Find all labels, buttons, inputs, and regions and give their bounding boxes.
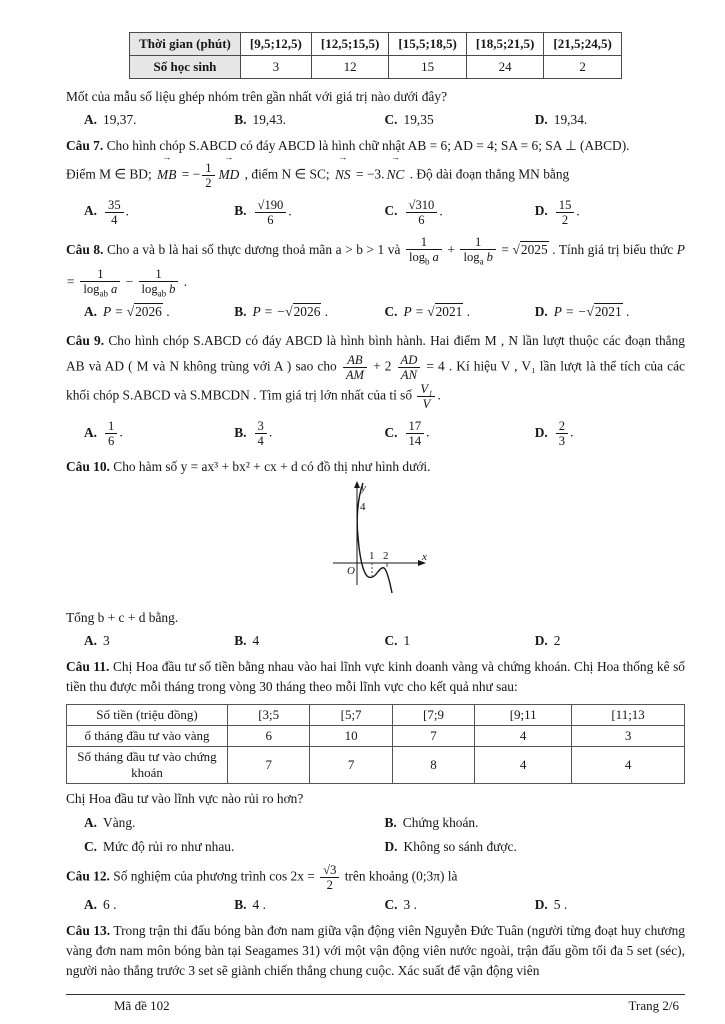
option-letter: D. xyxy=(384,838,398,854)
q6-stem: Mốt của mẫu số liệu ghép nhóm trên gần nhất với giá trị nào dưới đây? xyxy=(66,88,448,104)
option-letter: D. xyxy=(534,203,548,219)
radicand: 3 xyxy=(330,862,337,877)
cubic-graph-svg xyxy=(315,479,437,601)
table-cell: 7 xyxy=(392,725,474,746)
question-label: Câu 10. xyxy=(66,458,110,474)
option-b xyxy=(234,198,384,227)
x-tick-2: 2 xyxy=(382,550,388,563)
fraction xyxy=(80,267,120,299)
q7-stem-line2 xyxy=(66,151,685,190)
option-letter: C. xyxy=(384,633,398,649)
page-number: Trang 2/6 xyxy=(628,998,679,1013)
option-a xyxy=(84,631,234,651)
option-value: . xyxy=(622,304,630,320)
table-cell: 8 xyxy=(392,746,474,783)
option-letter: B. xyxy=(384,814,397,830)
question-text: Trong trận thi đấu bóng bàn đơn nam giữa vận động viên Nguyễn Đức Tuân (người từng đoạt huy chương vàng đơn nam môn bóng bàn tại Seagames 31) với một vận động viên nước ngoài, trận đấu gồm tối đa 5 set (séc), người nào thắng trước 3 set sẽ giành chiến thắng chung cuộc. Xác suất để vận động viên xyxy=(66,922,685,979)
option-letter: C. xyxy=(384,304,398,320)
fraction-numerator: 1 xyxy=(80,267,120,282)
q10-question: Tổng b + c + d bằng. xyxy=(66,609,179,625)
table-row-label: ố tháng đầu tư vào vàng xyxy=(67,725,228,746)
table-cell: [18,5;21,5) xyxy=(466,33,544,56)
fraction-denominator xyxy=(139,282,179,299)
vector-md: → MD xyxy=(218,151,240,182)
radical-expression xyxy=(513,241,549,257)
question-text: = 4 . Kí hiệu V , V₁ lần lượt là thể tích của các khối chóp S.ABCD và S.MBCDN . Tìm giá trị lớn nhất của tỉ số xyxy=(66,358,685,404)
fraction xyxy=(320,863,339,892)
radical-expression xyxy=(427,303,463,319)
option-value: Không so sánh được. xyxy=(403,838,517,854)
y-tick-4: 4 xyxy=(359,501,365,514)
option-value: 19,37. xyxy=(103,112,137,128)
option-value: 4 xyxy=(252,633,260,649)
table-cell: [9,5;12,5) xyxy=(240,33,311,56)
radicand: 2021 xyxy=(594,304,622,320)
fraction-denominator xyxy=(80,282,120,299)
q7-options xyxy=(66,198,685,227)
table-row xyxy=(130,56,622,79)
option-b xyxy=(234,631,384,651)
option-c xyxy=(385,895,535,915)
option-letter: B. xyxy=(234,424,247,440)
option-letter: A. xyxy=(84,203,98,219)
fraction-denominator: 3 xyxy=(558,434,566,449)
radicand: 2026 xyxy=(135,304,162,320)
fraction-numerator xyxy=(255,198,287,213)
question-text: . Độ dài đoạn thẳng MN bằng xyxy=(406,166,570,182)
option-value: 5 . xyxy=(553,897,568,913)
vector-mb: → MB xyxy=(157,151,177,182)
question-label: Câu 9. xyxy=(66,332,105,348)
radicand: 310 xyxy=(415,197,435,212)
option-letter: C. xyxy=(384,897,398,913)
table-cell: 4 xyxy=(475,725,572,746)
fraction xyxy=(202,161,214,190)
log-fn: log xyxy=(83,281,100,296)
log-subscript: ab xyxy=(157,288,167,299)
radical-icon: √ xyxy=(512,242,520,258)
table-cell: 3 xyxy=(572,725,685,746)
fraction-numerator: 17 xyxy=(406,419,425,434)
option-value: 1 xyxy=(403,633,411,649)
option-b xyxy=(234,110,384,130)
q13-stem xyxy=(66,921,685,981)
option-a xyxy=(84,419,234,448)
option-d xyxy=(535,631,685,651)
fraction-numerator: 1 xyxy=(406,235,442,250)
option-value: . xyxy=(268,424,273,440)
page-footer xyxy=(66,994,685,1024)
frequency-table xyxy=(129,32,622,79)
fraction xyxy=(406,235,442,267)
option-letter: A. xyxy=(84,814,98,830)
option-b xyxy=(234,419,384,448)
question-label: Câu 8. xyxy=(66,242,104,258)
option-value: 19,43. xyxy=(252,112,287,128)
option-value: 2 xyxy=(553,633,561,649)
option-value: 3 xyxy=(103,633,110,649)
question-label: Câu 12. xyxy=(66,868,110,884)
log-subscript: b xyxy=(425,256,430,267)
vector-nc: → NC xyxy=(386,151,405,182)
x-tick-1: 1 xyxy=(368,550,374,563)
question-text: Điểm M ∈ BD; xyxy=(66,166,156,182)
radicand: 190 xyxy=(264,197,284,212)
fraction xyxy=(556,419,568,448)
radical-icon: √ xyxy=(586,304,594,320)
q9-options xyxy=(66,419,685,448)
question-text: Cho hàm số y = ax³ + bx² + cx + d có đồ thị như hình dưới. xyxy=(113,458,431,474)
question-text: Chị Hoa đầu tư số tiền bằng nhau vào hai lĩnh vực kinh doanh vàng và chứng khoán. Chị Hoa thống kê số tiền thu được mỗi tháng trong vòng 30 tháng theo mỗi lĩnh vực cho kết quả như sau: xyxy=(66,659,685,695)
table-row-label: Thời gian (phút) xyxy=(130,33,241,56)
option-d xyxy=(535,419,685,448)
q8-stem xyxy=(66,235,685,298)
table-cell: [21,5;24,5) xyxy=(544,33,622,56)
log-arg: a xyxy=(432,250,439,265)
table-cell: 7 xyxy=(310,746,392,783)
option-c xyxy=(84,837,385,857)
fraction-numerator: 1 xyxy=(460,235,495,250)
vector-ns: → NS xyxy=(334,151,351,182)
radicand: 2021 xyxy=(435,304,463,320)
table-cell: 6 xyxy=(228,725,310,746)
fraction-numerator: 3 xyxy=(255,419,267,434)
option-value: . xyxy=(576,203,580,219)
question-text: + 2 xyxy=(369,358,396,374)
vector-arrow-icon: → xyxy=(390,151,400,162)
option-d xyxy=(385,837,686,857)
option-b xyxy=(234,302,384,322)
q10-options xyxy=(66,631,685,651)
question-text: . xyxy=(437,388,441,404)
option-c xyxy=(385,302,535,322)
question-text: = − xyxy=(178,166,201,182)
table-cell: [5;7 xyxy=(310,704,392,725)
table-row xyxy=(67,746,685,783)
fraction xyxy=(417,382,435,411)
option-letter: B. xyxy=(234,112,247,128)
option-d xyxy=(535,110,685,130)
option-a xyxy=(84,110,234,130)
q8-options xyxy=(66,302,685,322)
log-arg: a xyxy=(110,281,118,296)
option-d xyxy=(535,895,685,915)
fraction-denominator: 14 xyxy=(408,434,422,449)
table-cell: 4 xyxy=(572,746,685,783)
table-cell: [9;11 xyxy=(475,704,572,725)
log-arg: b xyxy=(169,281,176,296)
fraction xyxy=(255,419,267,448)
question-text: , điểm N ∈ SC; xyxy=(241,166,333,182)
table-row xyxy=(67,704,685,725)
radicand: 2026 xyxy=(293,304,321,320)
option-value: . xyxy=(439,203,443,219)
option-a xyxy=(84,302,234,322)
log-fn: log xyxy=(463,250,480,265)
radical-expression xyxy=(587,303,623,319)
fraction-numerator: V₁ xyxy=(417,382,435,397)
question-text: trên khoảng (0;3π) là xyxy=(341,868,458,884)
vector-arrow-icon: → xyxy=(224,151,234,162)
fraction-numerator: 1 xyxy=(202,161,214,176)
fraction-denominator: AN xyxy=(400,368,417,383)
table-cell: 2 xyxy=(544,56,622,79)
fraction xyxy=(398,353,421,382)
log-fn: log xyxy=(141,281,158,296)
option-value: . xyxy=(119,424,123,440)
fraction xyxy=(406,198,438,227)
question-text: . xyxy=(180,273,188,289)
fraction-denominator: V xyxy=(422,397,431,412)
option-a xyxy=(84,198,234,227)
question-text: + xyxy=(443,242,459,258)
q10-stem xyxy=(66,457,685,477)
fraction-denominator: AM xyxy=(345,368,365,383)
option-c xyxy=(385,419,535,448)
log-subscript: ab xyxy=(99,288,108,299)
option-letter: B. xyxy=(234,633,247,649)
option-value: Chứng khoán. xyxy=(402,814,479,830)
option-letter: C. xyxy=(384,203,398,219)
fraction xyxy=(255,198,287,227)
vector-arrow-icon: → xyxy=(338,151,348,162)
option-value: P = − xyxy=(553,304,587,320)
origin-label: O xyxy=(346,565,355,578)
radical-icon: √ xyxy=(257,197,265,212)
fraction-numerator xyxy=(320,863,339,878)
option-value: Mức độ rủi ro như nhau. xyxy=(103,838,235,854)
fraction-numerator: AD xyxy=(398,353,421,368)
exam-code: Mã đề 102 xyxy=(114,998,170,1013)
radical-icon: √ xyxy=(285,304,293,320)
question-label: Câu 11. xyxy=(66,659,110,675)
fraction xyxy=(343,353,367,382)
table-cell: 24 xyxy=(466,56,544,79)
log-fn: log xyxy=(408,250,426,265)
table-cell: [7;9 xyxy=(392,704,474,725)
question-text: Cho a và b là hai số thực dương thoả mãn a > b > 1 và xyxy=(106,242,404,258)
table-cell: [11;13 xyxy=(572,704,685,725)
fraction xyxy=(556,198,575,227)
option-letter: D. xyxy=(534,304,548,320)
q6-options xyxy=(66,110,685,130)
fraction xyxy=(460,235,495,267)
option-value: . xyxy=(125,203,129,219)
fraction-denominator: 6 xyxy=(108,434,115,449)
fraction-numerator: 1 xyxy=(105,419,117,434)
option-value: P = xyxy=(403,304,428,320)
option-value: . xyxy=(426,424,430,440)
radical-expression xyxy=(127,303,163,319)
q12-options xyxy=(66,895,685,915)
table-row-label: Số tháng đầu tư vào chứng khoán xyxy=(67,746,228,783)
table-cell: 12 xyxy=(311,56,389,79)
option-value: P = − xyxy=(252,304,286,320)
table-cell: [15,5;18,5) xyxy=(389,33,467,56)
table-cell: [3;5 xyxy=(228,704,310,725)
fraction-denominator: 4 xyxy=(111,212,118,227)
option-value: . xyxy=(288,203,292,219)
option-letter: C. xyxy=(384,112,398,128)
fraction-denominator: 2 xyxy=(205,175,212,190)
fraction-denominator: 6 xyxy=(418,212,425,227)
option-letter: B. xyxy=(234,897,247,913)
table-row-label: Số tiền (triệu đồng) xyxy=(67,704,228,725)
vector-arrow-icon: → xyxy=(162,151,172,162)
radical-icon: √ xyxy=(408,197,416,212)
q11-question: Chị Hoa đầu tư vào lĩnh vực nào rủi ro hơn? xyxy=(66,791,304,807)
option-value: Vàng. xyxy=(103,814,136,830)
q9-stem xyxy=(66,328,685,412)
fraction-denominator: 2 xyxy=(326,877,333,892)
fraction-denominator: 6 xyxy=(267,212,274,227)
option-letter: B. xyxy=(234,203,247,219)
fraction-denominator xyxy=(406,250,442,267)
option-value: . xyxy=(570,424,574,440)
fraction-denominator: 4 xyxy=(257,434,264,449)
question-text: . Tính giá trị biểu thức xyxy=(548,242,677,258)
investment-table xyxy=(66,704,685,784)
fraction-numerator: 35 xyxy=(105,198,124,213)
fraction-numerator: 1 xyxy=(139,267,179,282)
table-cell: 10 xyxy=(310,725,392,746)
question-text: Cho hình chóp S.ABCD có đáy ABCD là hình bình hành. Hai điểm M , N lần lượt thuộc các đoạn thẳng AB và AD ( M và N không trùng với A ) sao cho xyxy=(66,332,685,374)
q11-options-row2 xyxy=(66,837,685,857)
question-text: Cho hình chóp S.ABCD có đáy ABCD là hình chữ nhật AB = 6; AD = 4; SA = 6; SA ⊥ (ABCD). xyxy=(106,137,630,153)
table-row xyxy=(130,33,622,56)
option-letter: D. xyxy=(534,112,548,128)
q12-stem xyxy=(66,863,685,892)
axis-label-x: x xyxy=(421,551,427,564)
question-text: Số nghiệm của phương trình cos 2x = xyxy=(113,868,319,884)
option-c xyxy=(385,198,535,227)
fraction-denominator xyxy=(460,250,495,267)
option-letter: A. xyxy=(84,112,98,128)
fraction-numerator: 15 xyxy=(556,198,575,213)
radical-icon: √ xyxy=(427,304,435,320)
option-letter: C. xyxy=(84,838,98,854)
fraction xyxy=(105,198,124,227)
option-value: . xyxy=(162,304,170,320)
option-letter: D. xyxy=(534,424,548,440)
option-letter: B. xyxy=(234,304,247,320)
option-value: 6 . xyxy=(103,897,117,913)
fraction xyxy=(139,267,179,299)
table-row-label: Số học sinh xyxy=(130,56,241,79)
table-cell: 7 xyxy=(228,746,310,783)
q11-options-row1 xyxy=(66,813,685,833)
option-letter: D. xyxy=(534,633,548,649)
option-letter: C. xyxy=(384,424,398,440)
question-text: P = xyxy=(66,242,685,289)
option-letter: D. xyxy=(534,897,548,913)
option-value: 4 . xyxy=(252,897,266,913)
option-value: 19,34. xyxy=(553,112,588,128)
table-cell: 3 xyxy=(240,56,311,79)
question-text: = xyxy=(497,242,513,258)
option-value: . xyxy=(463,304,471,320)
question-text: − xyxy=(122,273,137,289)
option-value: P = xyxy=(103,304,127,320)
option-letter: A. xyxy=(84,897,98,913)
radicand: 2025 xyxy=(520,242,548,258)
option-a xyxy=(84,895,234,915)
fraction xyxy=(105,419,117,448)
fraction-numerator xyxy=(406,198,438,213)
option-value: 19,35 xyxy=(403,112,434,128)
table-cell: 15 xyxy=(389,56,467,79)
option-letter: A. xyxy=(84,424,98,440)
log-subscript: a xyxy=(479,256,484,267)
option-letter: A. xyxy=(84,633,98,649)
table-cell: [12,5;15,5) xyxy=(311,33,389,56)
cubic-graph xyxy=(66,479,685,605)
option-value: 3 . xyxy=(403,897,417,913)
question-text: = −3. xyxy=(352,166,385,182)
option-b xyxy=(385,813,686,833)
table-row xyxy=(67,725,685,746)
option-c xyxy=(385,631,535,651)
log-arg: b xyxy=(486,250,493,265)
radical-icon: √ xyxy=(323,862,331,877)
question-label: Câu 13. xyxy=(66,922,111,938)
fraction-numerator: 2 xyxy=(556,419,568,434)
question-label: Câu 7. xyxy=(66,137,104,153)
option-letter: A. xyxy=(84,304,98,320)
option-d xyxy=(535,302,685,322)
option-a xyxy=(84,813,385,833)
option-value: . xyxy=(321,304,329,320)
axis-label-y: y xyxy=(360,482,366,495)
table-cell: 4 xyxy=(475,746,572,783)
option-d xyxy=(535,198,685,227)
option-b xyxy=(234,895,384,915)
fraction xyxy=(406,419,425,448)
fraction-denominator: 2 xyxy=(561,212,569,227)
option-c xyxy=(385,110,535,130)
radical-expression xyxy=(285,303,321,319)
fraction-numerator: AB xyxy=(343,353,367,368)
radical-icon: √ xyxy=(126,304,135,320)
q11-stem xyxy=(66,657,685,697)
